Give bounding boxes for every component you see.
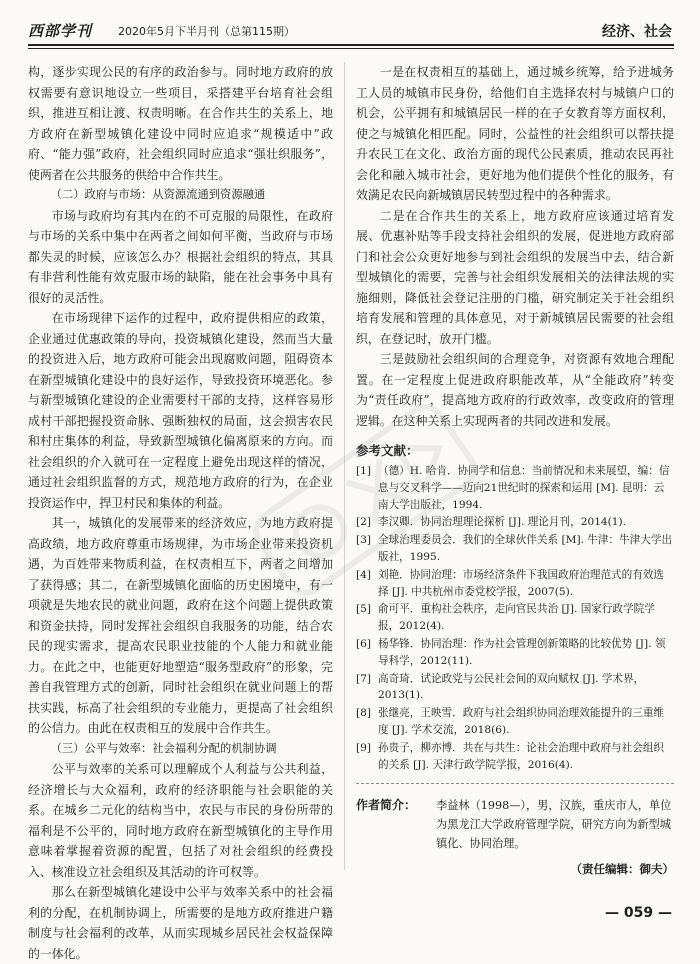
reference-number: [2]	[356, 516, 372, 529]
body-paragraph: 在市场现律下运作的过程中，政府提供相应的政策，企业通过优惠政策的导向，投资城镇化建设，然而当大量的投资进入后，地方政府可能会出现腐败问题，阻碍资本在新型城镇化建设中的良好运作，导致投资环境恶化。参与新型城镇化建设的企业需要村干部的支持，这样容易形成村干部把握投资命脉、强断独权的局面，这会损害农民和村庄集体的利益，导致新型城镇化偏离原来的方向。而社会组织的介入就可在一定程度上避免出现这样的情况，通过社会组织监督的方式，规范地方政府的行为，在企业投资运作中，捍卫村民和集体的利益。	[28, 311, 333, 510]
issue-info: 2020年5月下半月刊（总第115期）	[118, 25, 295, 38]
body-paragraph: 三是鼓励社会组织间的合理竞争，对资源有效地合理配置。在一定程度上促进政府职能改革，从“全能政府”转变为“责任政府”，提高地方政府的行政效率，改变政府的管理逻辑。在这种关系上实现两者的共同改进和发展。	[356, 352, 674, 428]
reference-item	[356, 532, 674, 566]
section-subheading: （二）政府与市场：从资源流通到资源融通	[50, 188, 266, 201]
reference-item	[356, 567, 674, 601]
reference-list	[356, 463, 674, 773]
reference-item	[356, 636, 674, 670]
reference-item	[356, 740, 674, 774]
reference-text: 张继亮，王映雪．政府与社会组织协同治理效能提升的三重维度 [J]. 学术交流，2018(6).	[378, 707, 665, 736]
section-subheading: （三）公平与效率：社会福利分配的机制协调	[50, 741, 277, 755]
reference-text: 高奇琦．试论政党与公民社会间的双向赋权 [J]. 学术界，2013(1).	[378, 672, 645, 702]
reference-number: [8]	[356, 707, 372, 720]
reference-item	[356, 463, 674, 513]
running-header	[28, 18, 674, 44]
body-paragraph: 二是在合作共生的关系上，地方政府应该通过培育发展、优惠补贴等手段支持社会组织的发展，促进地方政府部门和社会公众更好地参与到社会组织的发展当中去，结合新型城镇化的需要，完善与社会组织发展相关的法律法规的实施细则，降低社会登记注册的门槛，研究制定关于社会组织培育发展和管理的具体意见，对于新城镇居民需要的社会组织，在登记时，放开门槛。	[356, 208, 674, 346]
left-column	[28, 62, 333, 964]
reference-item	[356, 514, 674, 531]
reference-number: [5]	[356, 603, 372, 616]
reference-number: [6]	[356, 637, 372, 650]
reference-text: 全球治理委员会．我们的全球伙伴关系 [M]. 牛津：牛津大学出版社，1995.	[378, 534, 673, 563]
separator-line	[356, 783, 674, 784]
page-number: — 059 —	[605, 905, 672, 921]
author-label: 作者简介：	[356, 798, 417, 813]
reference-number: [3]	[356, 534, 372, 547]
author-bio: 李益林（1998—），男，汉族，重庆市人，单位为黑龙江大学政府管理学院，研究方向为新型城镇化、协同治理。	[436, 799, 672, 851]
reference-item	[356, 601, 674, 635]
header-rule	[28, 44, 674, 46]
header-rule-thin	[28, 48, 674, 49]
reference-number: [7]	[356, 672, 372, 685]
reference-number: [1]	[356, 465, 372, 477]
reference-item	[356, 671, 674, 705]
body-paragraph: 那么在新型城镇化建设中公平与效率关系中的社会福利的分配，在机制协调上，所需要的是地方政府推进户籍制度与社会福利的改革，从而实现城乡居民社会权益保障的一体化。	[28, 885, 333, 961]
reference-number: [4]	[356, 568, 372, 581]
reference-text: 李汉卿．协同治理理论探析 [J]. 理论月刊，2014(1).	[378, 516, 627, 529]
journal-logo: 西部学刊	[28, 22, 93, 40]
reference-number: [9]	[356, 741, 372, 754]
reference-text: （德）H. 哈肯．协同学和信息：当前情况和未来展望，编：信息与交叉科学——迈向21世纪时的探索和运用 [M]. 昆明：云南大学出版社，1994.	[378, 465, 670, 511]
section-title: 经济、社会	[602, 24, 672, 40]
body-paragraph: 构，逐步实现公民的有序的政治参与。同时地方政府的放权需要有意识地设立一些项目，采搭建平台培育社会组织，推进互相让渡、权责明晰。在合作共生的关系上，地方政府在新型城镇化建设中同时应追求“规模适中”政府、“能力强”政府，社会组织同时应追求“强壮织服务”，使两者在公共服务的供给中合作共生。	[28, 65, 333, 182]
reference-item	[356, 705, 674, 739]
body-paragraph: 公平与效率的关系可以理解成个人利益与公共利益，经济增长与大众福利，政府的经济职能与社会职能的关系。在城乡二元化的结构当中，农民与市民的身份所带的福利是不公平的，同时地方政府在新型城镇化的主导作用意味着掌握着资源的配置，包括了对社会组织的经费投入、核准设立社会组织及其活动的许可权等。	[28, 762, 333, 879]
body-paragraph: 市场与政府均有其内在的不可克服的局限性，在政府与市场的关系中集中在两者之间如何平衡，当政府与市场都失灵的时候，应该怎么办？根据社会组织的特点，其具有非营利性能有效克服市场的缺陷，能在社会事务中具有很好的灵活性。	[28, 208, 333, 305]
reference-text: 俞可平．重构社会秩序，走向官民共治 [J]. 国家行政学院学报，2012(4).	[378, 603, 655, 633]
responsible-editor: （责任编辑：御夫）	[570, 862, 674, 877]
reference-text: 孙贵子，柳亦博．共在与共生：论社会治理中政府与社会组织的关系 [J]. 天津行政学院学报，2016(4).	[378, 741, 665, 771]
reference-text: 刘艳．协同治理：市场经济条件下我国政府治理范式的有效选择 [J]. 中共杭州市委党校学报，2007(5).	[378, 568, 665, 598]
column-divider	[344, 62, 345, 870]
body-paragraph: 其一，城镇化的发展带来的经济效应，为地方政府提高政绩，地方政府尊重市场规律，为市场企业带来投资机遇，为百姓带来物质利益，在权责相互下，两者之间增加了获得感；其二，在新型城镇化面临的历史困境中，有一项就是失地农民的就业问题，政府在这个问题上提供政策和资金扶持，同时发挥社会组织自我服务的功能，结合农民的现实需求，提高农民职业技能的个人能力和就业能力。在此之中，也能更好地塑造“服务型政府”的形象，完善自我管理方式的创新，同时社会组织在就业问题上的帮扶实践，标高了社会组织的专业能力，更提高了社会组织的公信力。由此在权责相互的发展中合作共生。	[28, 516, 333, 735]
body-paragraph: 一是在权责相互的基础上，通过城乡统筹，给予进城务工人员的城镇市民身份，给他们自主选择农村与城镇户口的机会，公平拥有和城镇居民一样的在子女教育等方面权利，使之与城镇化相匹配。同时，公益性的社会组织可以帮扶提升农民工在文化、政治方面的现代公民素质，推动农民再社会化和融入城市社会，更好地为他们提供个性化的服务，有效满足农民向新城镇居民转型过程中的各种需求。	[356, 65, 674, 202]
right-column	[356, 62, 674, 877]
author-info	[356, 796, 674, 853]
references-heading: 参考文献：	[356, 443, 419, 458]
reference-text: 杨华锋．协同治理：作为社会管理创新策略的比较优势 [J]. 领导科学，2012(11).	[378, 637, 666, 667]
